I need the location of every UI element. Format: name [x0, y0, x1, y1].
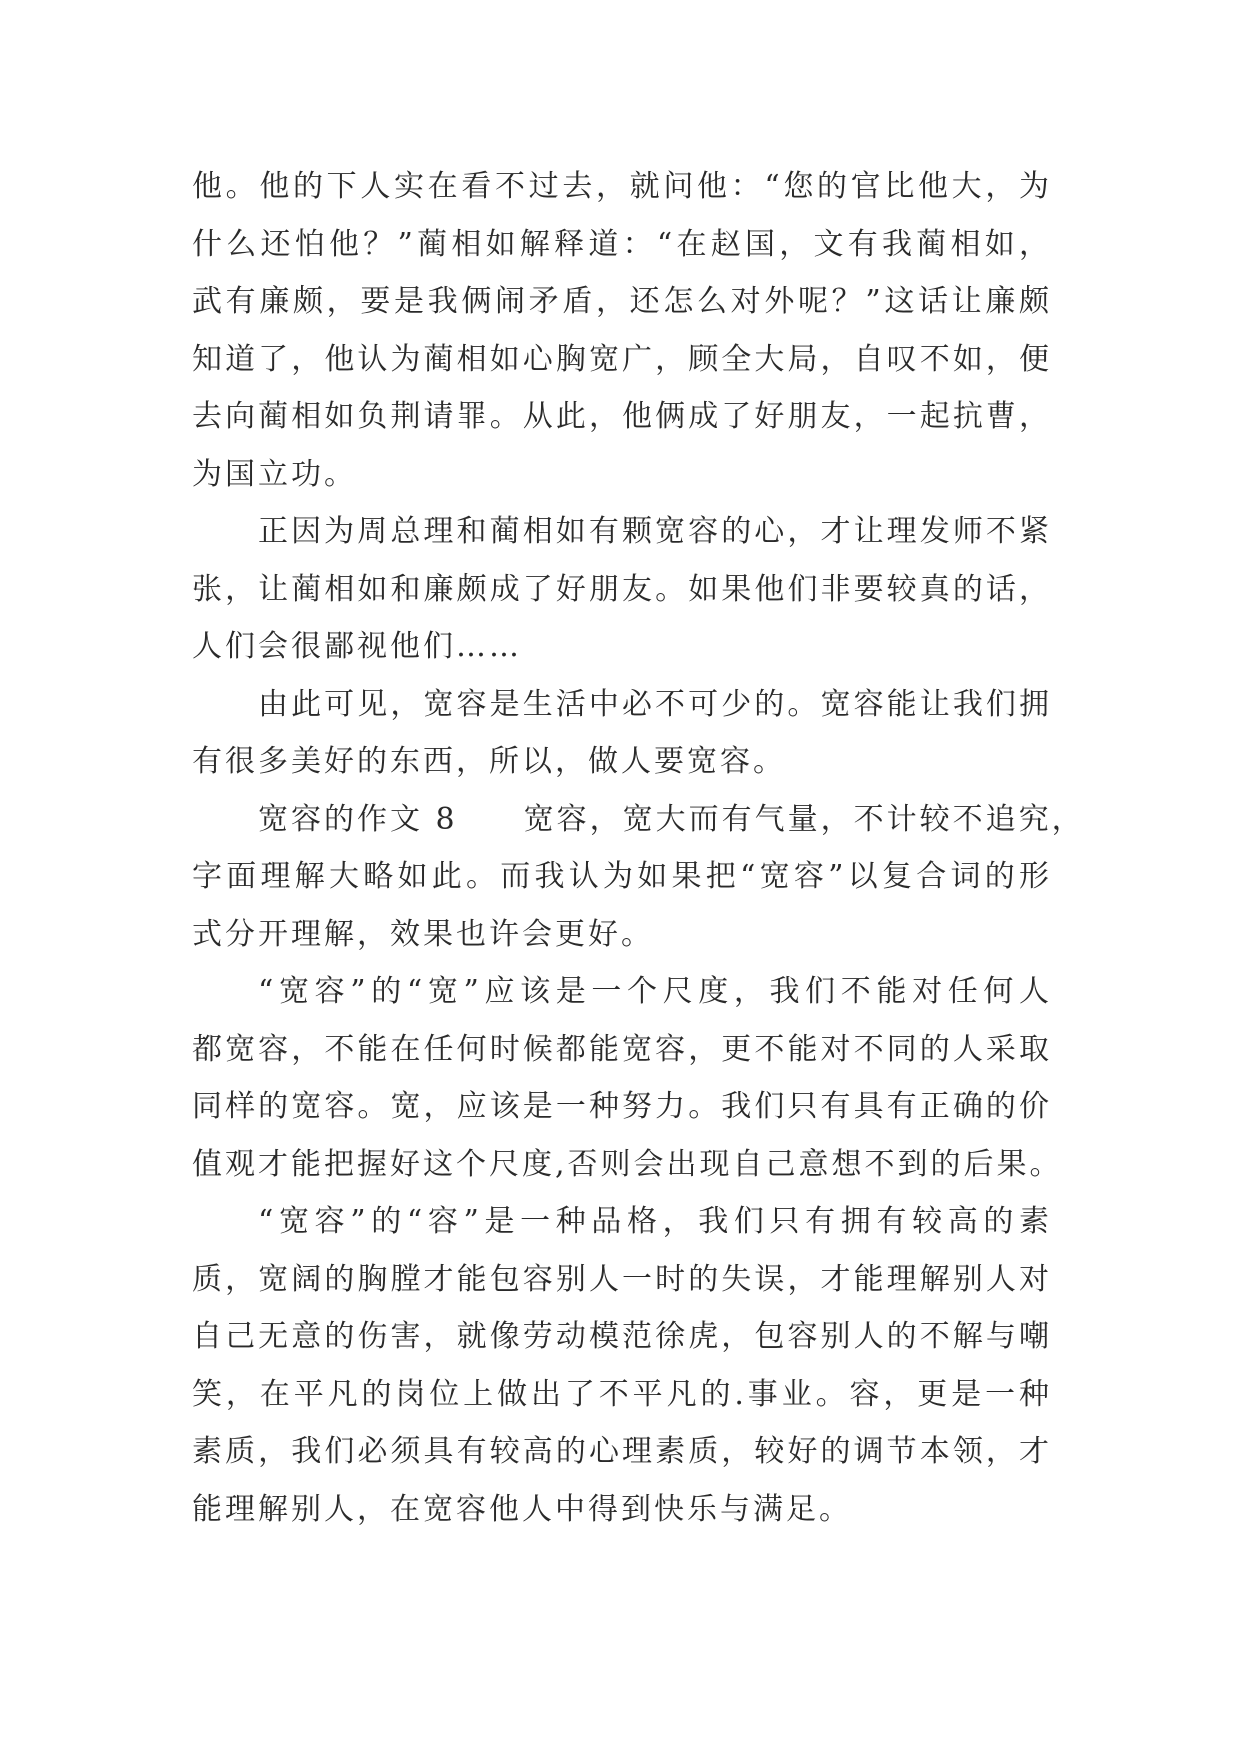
- text-line: 为国立功。: [192, 456, 357, 492]
- body-text: [192, 158, 1085, 1538]
- text-line: 值观才能把握好这个尺度,否则会出现自己意想不到的后果。: [192, 1146, 1063, 1182]
- text-line: 人们会很鄙视他们……: [192, 629, 522, 664]
- text-line: 知道了，他认为蔺相如心胸宽广，顾全大局，自叹不如，便: [192, 341, 1052, 377]
- text-line: “宽容”的“容”是一种品格，我们只有拥有较高的素: [258, 1204, 1052, 1239]
- text-line: “宽容”的“宽”应该是一个尺度，我们不能对任何人: [258, 974, 1052, 1009]
- text-line: 宽容的作文 8 宽容，宽大而有气量，不计较不追究，: [258, 801, 1085, 837]
- text-line: 由此可见，宽容是生活中必不可少的。宽容能让我们拥: [258, 686, 1052, 722]
- text-line: 张，让蔺相如和廉颇成了好朋友。如果他们非要较真的话，: [192, 571, 1052, 607]
- text-line: 笑，在平凡的岗位上做出了不平凡的.事业。容，更是一种: [192, 1376, 1052, 1412]
- text-line: 他。他的下人实在看不过去，就问他：“您的官比他大，为: [192, 169, 1052, 204]
- text-line: 能理解别人，在宽容他人中得到快乐与满足。: [192, 1491, 852, 1527]
- text-line: 正因为周总理和蔺相如有颗宽容的心，才让理发师不紧: [258, 514, 1052, 549]
- text-line: 同样的宽容。宽，应该是一种努力。我们只有具有正确的价: [192, 1089, 1052, 1124]
- text-line: 自己无意的伤害，就像劳动模范徐虎，包容别人的不解与嘲: [192, 1319, 1052, 1354]
- text-line: 式分开理解，效果也许会更好。: [192, 916, 654, 952]
- text-line: 有很多美好的东西，所以，做人要宽容。: [192, 744, 786, 779]
- text-line: 武有廉颇，要是我俩闹矛盾，还怎么对外呢？”这话让廉颇: [192, 284, 1052, 319]
- text-line: 什么还怕他？”蔺相如解释道：“在赵国，文有我蔺相如，: [192, 226, 1052, 262]
- text-line: 素质，我们必须具有较高的心理素质，较好的调节本领，才: [192, 1434, 1052, 1469]
- text-line: 质，宽阔的胸膛才能包容别人一时的失误，才能理解别人对: [192, 1261, 1052, 1297]
- text-line: 去向蔺相如负荆请罪。从此，他俩成了好朋友，一起抗曹，: [192, 399, 1052, 434]
- text-line: 都宽容，不能在任何时候都能宽容，更不能对不同的人采取: [192, 1031, 1052, 1067]
- text-line: 字面理解大略如此。而我认为如果把“宽容”以复合词的形: [192, 859, 1052, 894]
